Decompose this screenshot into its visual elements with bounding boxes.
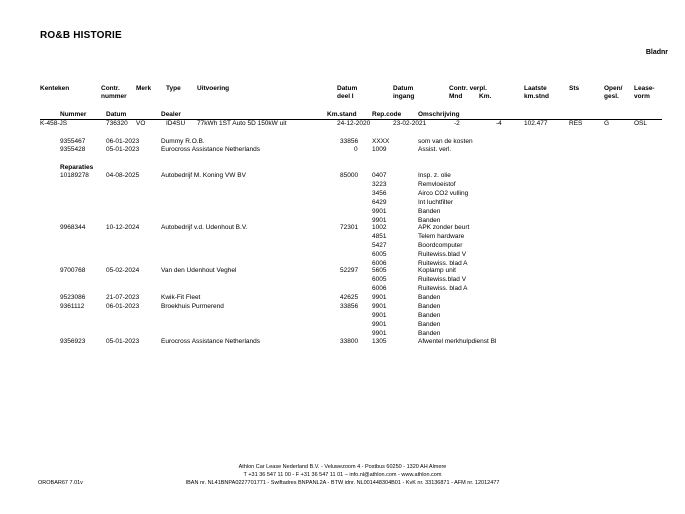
repair-kmstand: 33800	[340, 338, 359, 345]
record-omschrijving: som van de kosten	[418, 138, 473, 145]
vehicle-km: -4	[496, 120, 502, 127]
col-datum-ingang-1: Datum	[393, 85, 414, 92]
repair-datum: 04-08-2025	[106, 172, 140, 179]
vehicle-leasevorm: OSL	[634, 120, 648, 127]
repair-kmstand: 33856	[340, 303, 359, 310]
repair-repcode: 4851	[372, 233, 387, 240]
vehicle-open-gesl: G	[604, 120, 610, 127]
form-code: OROBAR67 7.01v	[38, 480, 83, 486]
record-datum: 06-01-2023	[106, 138, 140, 145]
repair-datum: 10-12-2024	[106, 224, 140, 231]
repair-omschrijving: Ruitewiss. blad A	[418, 285, 468, 292]
col-lease-2: vorm	[634, 93, 650, 100]
col-datum-deel-2: deel I	[337, 93, 354, 100]
col-sts: Sts	[569, 85, 580, 92]
repair-omschrijving: Banden	[418, 294, 441, 301]
repair-nummer: 9361112	[60, 303, 85, 310]
col-repcode: Rep.code	[372, 111, 402, 118]
col-omschrijving: Omschrijving	[418, 111, 460, 118]
record-dealer: Dummy R.O.B.	[161, 138, 205, 145]
repair-omschrijving: Ruitewiss. blad A	[418, 260, 468, 267]
record-kmstand: 0	[354, 146, 358, 153]
record-nummer: 9355428	[60, 146, 86, 153]
repair-nummer: 9700768	[60, 267, 86, 274]
repair-omschrijving: Ruitewiss.blad V	[418, 251, 467, 258]
repair-datum: 06-01-2023	[106, 303, 140, 310]
repair-omschrijving: Airco CO2 vulling	[418, 190, 469, 197]
repair-repcode: 1305	[372, 338, 387, 345]
repair-nummer: 9968344	[60, 224, 86, 231]
repair-omschrijving: Remvloeistof	[418, 181, 456, 188]
vehicle-contract: 736320	[106, 120, 128, 127]
col-datum: Datum	[106, 111, 127, 118]
repair-dealer: Autobedrijf M. Koning VW BV	[161, 172, 246, 179]
repair-nummer: 9523086	[60, 294, 86, 301]
col-laatste-1: Laatste	[524, 85, 547, 92]
repair-repcode: 6005	[372, 276, 387, 283]
record-dealer: Eurocross Assistance Netherlands	[161, 146, 260, 153]
footer-registration-line: IBAN nr. NL41BNPA0227701771 - Swiftadres BNPANL2A - BTW idnr. NL001448304B01 - KvK nr. 33136871 - AFM nr. 12012477	[185, 480, 500, 486]
repair-repcode: 9901	[372, 321, 387, 328]
repair-omschrijving: Ruitewiss.blad V	[418, 276, 467, 283]
repair-repcode: 0407	[372, 172, 387, 179]
repair-omschrijving: Koplamp unit	[418, 267, 456, 274]
record-repcode: XXXX	[372, 138, 390, 145]
record-nummer: 9355467	[60, 138, 86, 145]
col-kenteken: Kenteken	[40, 85, 70, 92]
vehicle-uitvoering: 77kWh 1ST Auto 5D 150kW uit	[197, 120, 287, 127]
vehicle-datum-ingang: 23-02-2021	[393, 120, 427, 127]
col-merk: Merk	[136, 85, 152, 92]
col-contr-verpl-km: Km.	[479, 93, 492, 100]
record-kmstand: 33856	[340, 138, 359, 145]
repair-repcode: 5427	[372, 242, 387, 249]
col-contr-nummer-2: nummer	[101, 93, 127, 100]
repair-repcode: 6005	[372, 251, 387, 258]
footer-contact-line: T +31 36 547 11 00 - F +31 36 547 11 01 – info.nl@athlon.com - www.athlon.com	[243, 472, 442, 478]
record-datum: 05-01-2023	[106, 146, 140, 153]
vehicle-kenteken: K-458-JS	[40, 120, 68, 127]
repair-dealer: Autobedrijf v.d. Udenhout B.V.	[161, 224, 248, 231]
repair-repcode: 6006	[372, 285, 387, 292]
repair-omschrijving: Insp. z. olie	[418, 172, 451, 179]
col-type: Type	[166, 85, 181, 92]
footer-company-line: Athlon Car Lease Nederland B.V. - Veluwezoom 4 - Postbus 60250 - 1320 AH Almere	[238, 464, 447, 470]
page-title: RO&B HISTORIE	[40, 30, 122, 41]
repair-omschrijving: Banden	[418, 217, 441, 224]
page-number-label: Bladnr	[645, 49, 668, 56]
repair-omschrijving: Telem hardware	[418, 233, 465, 240]
repair-kmstand: 52297	[340, 267, 359, 274]
repair-kmstand: 72301	[340, 224, 359, 231]
repair-omschrijving: Banden	[418, 321, 441, 328]
col-open-2: gesl.	[604, 93, 619, 100]
section-label-reparaties: Reparaties	[60, 164, 94, 171]
vehicle-laatste-kmstnd: 102.477	[524, 120, 548, 127]
vehicle-datum-deel-1: 24-12-2020	[337, 120, 371, 127]
repair-omschrijving: Int luchtfilter	[418, 199, 454, 206]
repair-omschrijving: Banden	[418, 330, 441, 337]
col-datum-ingang-2: ingang	[393, 93, 415, 100]
col-datum-deel-1: Datum	[337, 85, 358, 92]
col-kmstand: Km.stand	[327, 111, 357, 118]
repair-dealer: Broekhuis Purmerend	[161, 303, 224, 310]
repair-omschrijving: Banden	[418, 208, 441, 215]
col-lease-1: Lease-	[634, 85, 655, 92]
repair-repcode: 9901	[372, 208, 387, 215]
repair-repcode: 1002	[372, 224, 387, 231]
repair-kmstand: 42625	[340, 294, 359, 301]
vehicle-status: RES	[569, 120, 583, 127]
repair-repcode: 3456	[372, 190, 387, 197]
repair-repcode: 3223	[372, 181, 387, 188]
repair-datum: 05-01-2023	[106, 338, 140, 345]
repair-omschrijving: Boordcomputer	[418, 242, 463, 249]
repair-repcode: 9901	[372, 303, 387, 310]
repair-omschrijving: Afwentel merkhulpdienst Bl	[418, 338, 497, 345]
repair-repcode: 9901	[372, 330, 387, 337]
record-repcode: 1009	[372, 146, 387, 153]
repair-dealer: Van den Udenhout Veghel	[161, 267, 237, 274]
repair-nummer: 9356923	[60, 338, 86, 345]
repair-dealer: Kwik-Fit Fleet	[161, 294, 201, 301]
repair-omschrijving: APK zonder beurt	[418, 224, 470, 231]
repair-omschrijving: Banden	[418, 303, 441, 310]
repair-repcode: 9901	[372, 312, 387, 319]
col-dealer: Dealer	[161, 111, 181, 118]
repair-repcode: 9901	[372, 217, 387, 224]
vehicle-mnd: -2	[454, 120, 460, 127]
repair-kmstand: 85000	[340, 172, 359, 179]
repair-datum: 05-02-2024	[106, 267, 140, 274]
col-open-1: Open/	[604, 85, 623, 92]
repair-repcode: 9901	[372, 294, 387, 301]
col-nummer: Nummer	[60, 111, 87, 118]
vehicle-type: ID4SU	[166, 120, 186, 127]
repair-nummer: 10189278	[60, 172, 89, 179]
col-contr-verpl-mnd: Mnd	[449, 93, 463, 100]
col-contr-verpl: Contr. verpl.	[449, 85, 487, 92]
repair-repcode: 6429	[372, 199, 387, 206]
repair-repcode: 5605	[372, 267, 387, 274]
vehicle-merk: VO	[136, 120, 146, 127]
col-contr-nummer-1: Contr.	[101, 85, 120, 92]
col-laatste-2: km.stnd	[524, 93, 549, 100]
record-omschrijving: Assist. verl.	[418, 146, 452, 153]
repair-datum: 21-07-2023	[106, 294, 140, 301]
repair-dealer: Eurocross Assistance Netherlands	[161, 338, 260, 345]
col-uitvoering: Uitvoering	[197, 85, 230, 92]
repair-omschrijving: Banden	[418, 312, 441, 319]
repair-repcode: 6006	[372, 260, 387, 267]
